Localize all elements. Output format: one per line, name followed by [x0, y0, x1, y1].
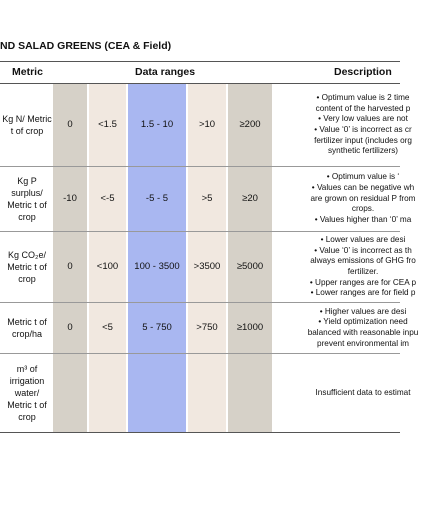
metric-cell: m³ of irrigation water/ Metric t of crop — [7, 363, 47, 423]
description-cell — [278, 303, 448, 353]
range-cell-optimal — [128, 354, 186, 432]
range-cell-high: >5 — [188, 167, 226, 231]
description-line: balanced with reasonable inpu — [307, 328, 419, 337]
range-cell-optimal: 1.5 - 10 — [128, 84, 186, 166]
description-line: • Optimum value is ‘ — [326, 172, 400, 182]
description-line: • Value ‘0’ is incorrect as th — [314, 245, 412, 255]
description-cell — [278, 167, 448, 231]
header-description: Description — [334, 66, 392, 78]
header-data-ranges: Data ranges — [135, 66, 196, 78]
description-line: always emissions of GHG fro — [310, 256, 416, 266]
description-cell — [278, 232, 448, 302]
range-cell-low: <1.5 — [89, 84, 126, 166]
description-line: content of the harvested p — [315, 103, 411, 113]
range-cell-high: >750 — [188, 303, 226, 353]
description-line: are grown on residual P from — [310, 193, 416, 203]
description-line: fertilizer. — [347, 267, 379, 276]
range-cell-low: <100 — [89, 232, 126, 302]
range-cell-low: <5 — [89, 303, 126, 353]
range-cell-low — [89, 354, 126, 432]
range-cell-zero: 0 — [53, 232, 87, 302]
metric-cell: Kg P surplus/ Metric t of crop — [7, 175, 47, 223]
range-cell-extreme: ≥20 — [228, 167, 272, 231]
range-cell-zero: 0 — [53, 303, 87, 353]
range-cell-high: >10 — [188, 84, 226, 166]
range-cell-extreme — [228, 354, 272, 432]
metric-cell: Kg CO₂e/ Metric t of crop — [7, 249, 47, 285]
table-title: ND SALAD GREENS (CEA & Field) — [0, 40, 172, 52]
range-cell-high — [188, 354, 226, 432]
description-line: • Lower ranges are for field p — [310, 288, 416, 298]
range-cell-extreme: ≥1000 — [228, 303, 272, 353]
bottom-rule — [0, 432, 400, 433]
range-cell-optimal: 5 - 750 — [128, 303, 186, 353]
range-cell-extreme: ≥5000 — [228, 232, 272, 302]
range-cell-optimal: -5 - 5 — [128, 167, 186, 231]
description-cell — [278, 84, 448, 166]
range-cell-zero — [53, 354, 87, 432]
range-cell-optimal: 100 - 3500 — [128, 232, 186, 302]
header-metric: Metric — [12, 66, 43, 78]
description-line: • Higher values are desi — [319, 306, 407, 316]
description-line: synthetic fertilizers) — [327, 146, 399, 156]
range-cell-extreme: ≥200 — [228, 84, 272, 166]
description-line: • Value ‘0’ is incorrect as cr — [314, 125, 412, 134]
description-line: prevent environmental im — [317, 338, 409, 348]
description-line: • Optimum value is 2 time — [316, 93, 410, 103]
description-line: • Upper ranges are for CEA p — [309, 277, 417, 287]
metric-cell: Kg N/ Metric t of crop — [2, 113, 52, 136]
range-cell-high: >3500 — [188, 232, 226, 302]
top-rule — [0, 61, 400, 62]
description-line: • Values can be negative wh — [311, 183, 415, 193]
metric-cell: Metric t of crop/ha — [7, 316, 47, 339]
description-line: • Yield optimization need — [318, 317, 408, 327]
description-line: crops. — [351, 204, 375, 214]
description-cell — [278, 354, 448, 432]
range-cell-zero: 0 — [53, 84, 87, 166]
range-cell-low: <-5 — [89, 167, 126, 231]
description-line: • Values higher than ‘0’ ma — [314, 214, 412, 224]
description-line: Insufficient data to estimat — [315, 387, 411, 397]
description-line: • Very low values are not — [318, 114, 408, 124]
range-cell-zero: -10 — [53, 167, 87, 231]
description-line: • Lower values are desi — [320, 235, 406, 245]
description-line: fertilizer input (includes org — [314, 135, 412, 145]
